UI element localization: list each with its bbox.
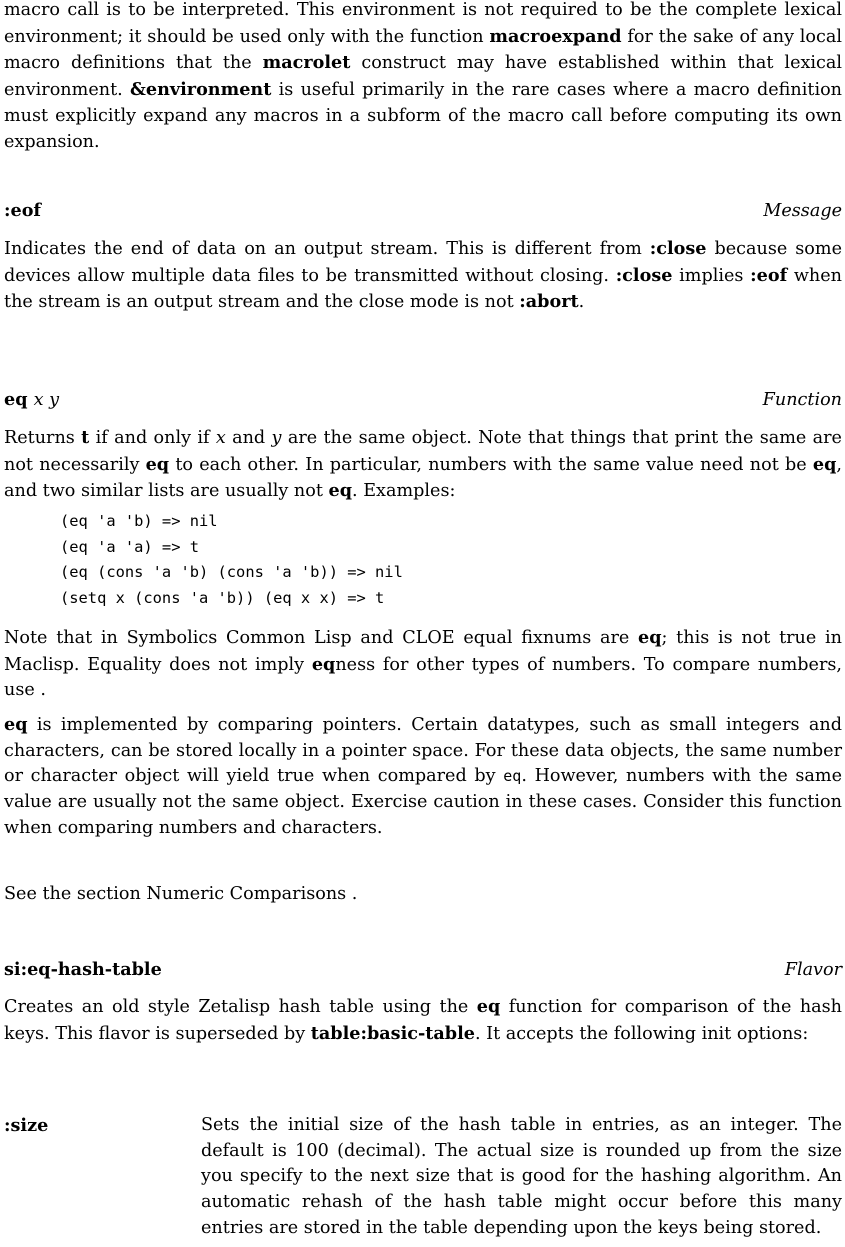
macrolet-term: macrolet	[262, 52, 351, 74]
eq-name: eq x y	[4, 389, 60, 410]
hash-kind: Flavor	[784, 960, 842, 980]
eof-heading	[4, 198, 842, 224]
hash-heading	[4, 957, 842, 983]
intro-paragraph: macro call is to be interpreted. This environment is not required to be the complete lexical environment; it should be used only with the function macroexpand for the sake of any local macro definitions that the macrolet construct may have established within that lexical environment. &environment is useful primarily in the rare cases where a macro definition must explicitly expand any macros in a subform of the macro call before computing its own expansion.	[4, 0, 842, 152]
eof-kind: Message	[763, 201, 842, 221]
eq-args: x y	[33, 390, 60, 410]
eq-see-also: See the section Numeric Comparisons .	[4, 884, 358, 904]
init-option-row	[4, 1113, 842, 1242]
eof-name: :eof	[4, 200, 41, 221]
eq-description: Returns t if and only if x and y are the same object. Note that things that print the same are not necessarily eq to each other. In particular, numbers with the same value need not be eq, and two similar lists are usually not eq. Examples:	[4, 427, 842, 502]
eq-heading	[4, 387, 842, 413]
code-line: (eq 'a 'a) => t	[60, 537, 199, 556]
eq-examples	[4, 509, 842, 612]
hash-description: Creates an old style Zetalisp hash table using the eq function for comparison of the hash keys. This flavor is superseded by table:basic-table. It accepts the following init options:	[4, 996, 843, 1044]
code-line: (eq (cons 'a 'b) (cons 'a 'b)) => nil	[60, 563, 403, 582]
environment-term: &environment	[130, 79, 272, 101]
hash-name: si:eq-hash-table	[4, 959, 162, 980]
eq-kind: Function	[762, 390, 842, 410]
code-line: (eq 'a 'b) => nil	[60, 512, 218, 530]
eq-pointer-note: eq is implemented by comparing pointers. Certain datatypes, such as small integers and characters, can be stored locally in a pointer space. For these data objects, the same number or character object will yield true when compared by eq. However, numbers with the same value are usually not the same object. Exercise caution in these cases. Consider this function when comparing numbers and characters.	[4, 714, 843, 838]
eq-fixnum-note: Note that in Symbolics Common Lisp and CLOE equal fixnums are eq; this is not true in Maclisp. Equality does not imply eqness for other types of numbers. To compare numbers, use .	[4, 627, 842, 701]
init-option-description: Sets the initial size of the hash table in entries, as an integer. The default is 100 (decimal). The actual size is rounded up from the size you specify to the next size that is good for the hashing algorithm. An automatic rehash of the hash table might occur before this many entries are stored in the table depending upon the keys being stored.	[201, 1115, 842, 1238]
init-option-name: :size	[4, 1115, 49, 1136]
macroexpand-term: macroexpand	[489, 25, 622, 47]
eof-description: Indicates the end of data on an output stream. This is different from :close because some devices allow multiple data files to be transmitted without closing. :close implies :eof when the stream is an output stream and the close mode is not :abort.	[4, 238, 842, 313]
code-line: (setq x (cons 'a 'b)) (eq x x) => t	[60, 589, 385, 608]
